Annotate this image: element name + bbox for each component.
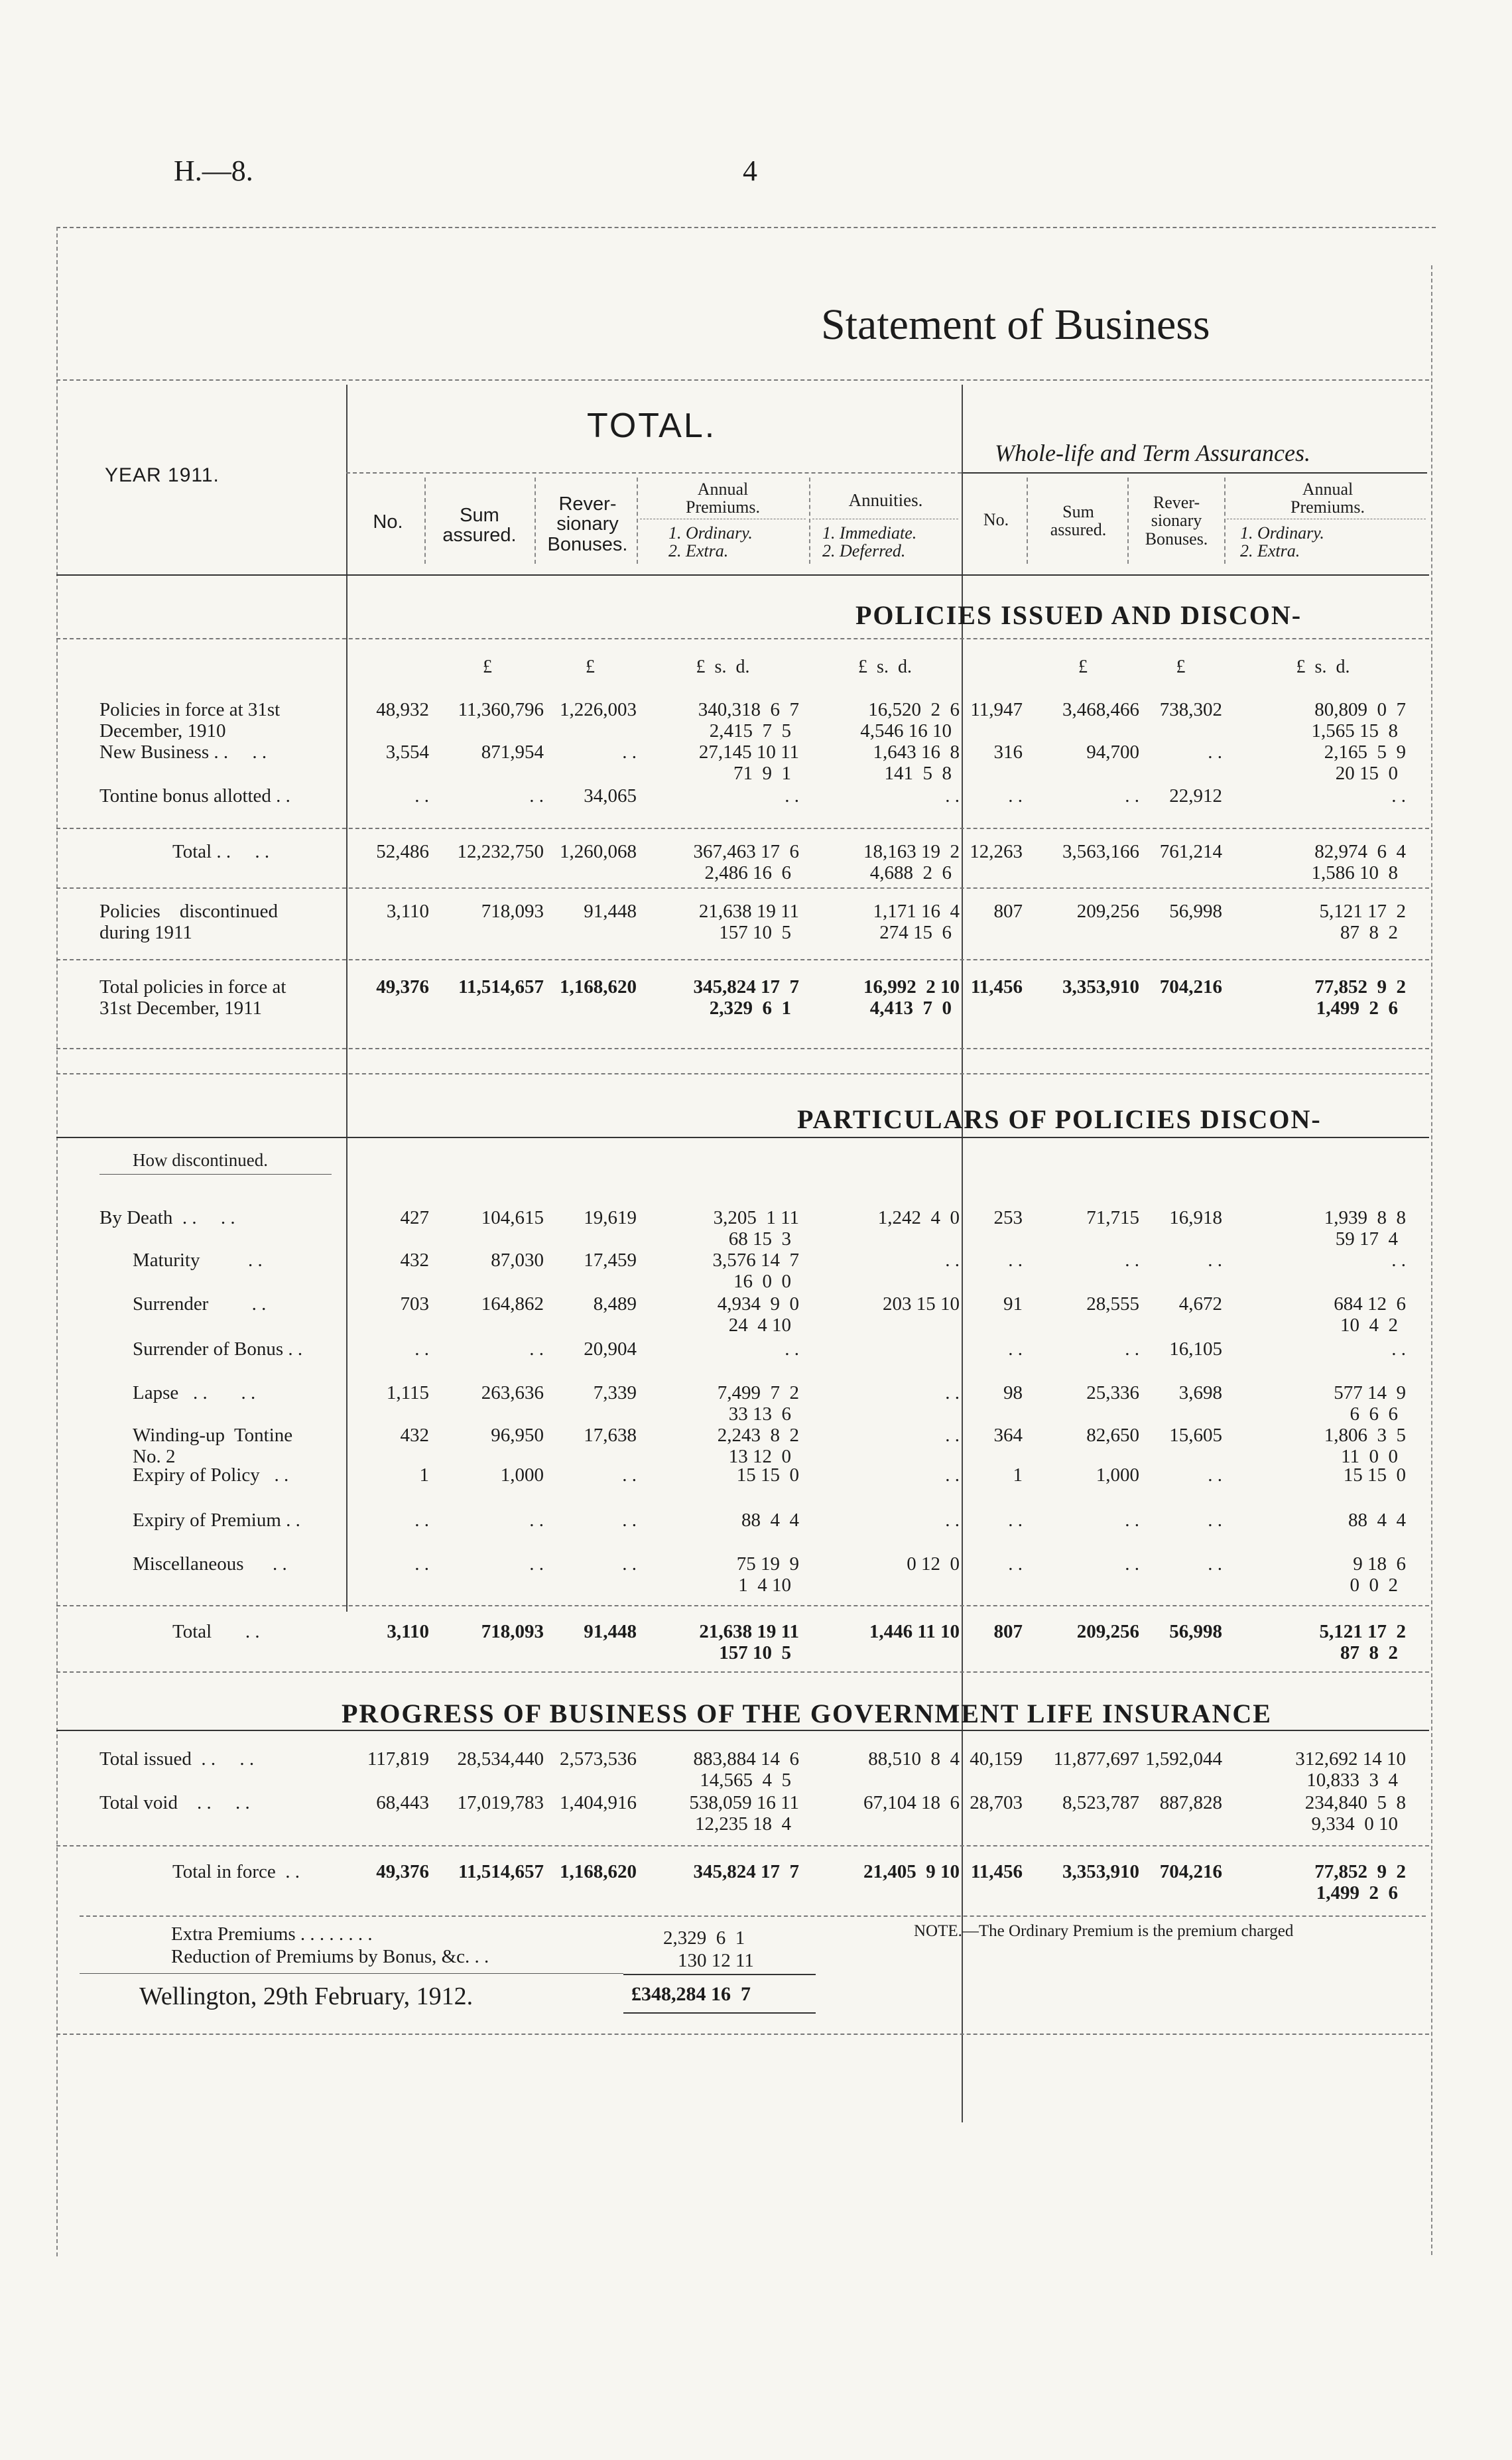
section1-ann-cell: 274 15 6: [879, 922, 952, 943]
section1-label-cell: December, 1910: [99, 720, 226, 742]
section3-prem-cell: 538,059 16 11: [689, 1792, 799, 1813]
section1-no-cell: 3,110: [386, 901, 429, 922]
section1-wl-sum-cell: 3,468,466: [1062, 699, 1139, 720]
section3-wl-rev-cell: 887,828: [1159, 1792, 1222, 1813]
section1-wl-sum-cell: 94,700: [1086, 742, 1139, 763]
section1-unit-label: £: [586, 657, 595, 677]
col-reversionary: Rever- sionary Bonuses.: [547, 493, 628, 555]
section1-sum-cell: 11,360,796: [458, 699, 544, 720]
section2-sum-cell: 718,093: [481, 1621, 544, 1642]
section2-prem-cell: 3,205 1 11: [713, 1207, 799, 1228]
section2-prem-cell: 68 15 3: [728, 1228, 791, 1250]
header-bottom-rule: [56, 574, 1429, 576]
section1-label-cell: Total . . . .: [172, 841, 270, 862]
col-no: No.: [373, 511, 403, 533]
section1-ann-cell: 4,546 16 10: [860, 720, 952, 742]
section2-wl-prem-cell: 0 0 2: [1350, 1575, 1398, 1596]
section1-wl-prem-cell: . .: [1391, 785, 1406, 807]
statement-title: Statement of Business: [821, 300, 1210, 349]
section3-rev-cell: 1,404,916: [560, 1792, 637, 1813]
section1-unit-label: £: [1176, 657, 1186, 677]
section2-wl-no-cell: 807: [993, 1621, 1023, 1642]
section1-rev-cell: 1,226,003: [560, 699, 637, 720]
hdr-div-1: [424, 478, 426, 564]
section2-wl-prem-cell: 1,806 3 5: [1324, 1425, 1406, 1446]
section2-label-cell: Winding-up Tontine: [133, 1425, 293, 1446]
section2-prem-cell: 75 19 9: [736, 1553, 799, 1575]
section1-unit-label: £ s. d.: [1296, 657, 1350, 677]
section2-wl-no-cell: . .: [1008, 1250, 1023, 1271]
section2-wl-rev-cell: 16,918: [1169, 1207, 1222, 1228]
section2-wl-sum-cell: . .: [1125, 1250, 1139, 1271]
section2-wl-no-cell: . .: [1008, 1338, 1023, 1360]
section1-prem-cell: 71 9 1: [733, 763, 791, 784]
section2-wl-prem-cell: 5,121 17 2: [1319, 1621, 1406, 1642]
section2-sum-cell: 96,950: [491, 1425, 544, 1446]
section2-prem-cell: 88 4 4: [741, 1510, 799, 1531]
section2-wl-prem-cell: 11 0 0: [1341, 1446, 1398, 1467]
section1-wl-no-cell: 11,456: [970, 976, 1023, 998]
section2-ann-cell: . .: [945, 1250, 960, 1271]
section1-ann-cell: 4,413 7 0: [869, 998, 952, 1019]
section1-wl-sum-cell: 3,563,166: [1062, 841, 1139, 862]
hdr-div-5: [1027, 478, 1028, 564]
section1-wl-rev-cell: 56,998: [1169, 901, 1222, 922]
section3-label-cell: Total in force . .: [172, 1861, 300, 1882]
section2-ann-cell: . .: [945, 1510, 960, 1531]
section3-prem-cell: 883,884 14 6: [693, 1748, 799, 1770]
section2-wl-prem-cell: 1,939 8 8: [1324, 1207, 1406, 1228]
total-group-rule: [346, 472, 962, 474]
frame-right: [1431, 265, 1432, 2255]
section1-ann-cell: 16,992 2 10: [863, 976, 960, 998]
section1-wl-no-cell: 807: [993, 901, 1023, 922]
section3-ann-cell: 67,104 18 6: [863, 1792, 960, 1813]
section1-wl-prem-cell: 1,499 2 6: [1316, 998, 1398, 1019]
col-annuities-sub: 1. Immediate. 2. Deferred.: [822, 523, 917, 561]
col-annual-sub: 1. Ordinary. 2. Extra.: [668, 523, 753, 561]
section2-rev-cell: 19,619: [584, 1207, 637, 1228]
section1-wl-prem-cell: 87 8 2: [1340, 922, 1398, 943]
section2-wl-no-cell: 98: [1003, 1382, 1023, 1403]
col-annual-premiums: Annual Premiums.: [686, 480, 760, 517]
section3-wl-sum-cell: 8,523,787: [1062, 1792, 1139, 1813]
section3-bottom-rule: [80, 1915, 1426, 1917]
section2-wl-sum-cell: 25,336: [1086, 1382, 1139, 1403]
section1-wl-sum-cell: . .: [1125, 785, 1139, 807]
section1-label-cell: New Business . . . .: [99, 742, 267, 763]
place-date-rule: [80, 1973, 623, 1974]
section1-no-cell: 52,486: [376, 841, 429, 862]
section2-prem-cell: 21,638 19 11: [699, 1621, 799, 1642]
section3-rev-cell: 2,573,536: [560, 1748, 637, 1770]
section2-wl-rev-cell: 15,605: [1169, 1425, 1222, 1446]
section1-wl-prem-cell: 20 15 0: [1335, 763, 1398, 784]
note-text: NOTE.—The Ordinary Premium is the premium charged: [914, 1922, 1294, 1940]
section1-wl-rev-cell: . .: [1208, 742, 1222, 763]
section1-rev-cell: 34,065: [584, 785, 637, 807]
section1-wl-no-cell: 11,947: [970, 699, 1023, 720]
section1-rev-cell: 91,448: [584, 901, 637, 922]
section3-wl-prem-cell: 10,833 3 4: [1306, 1770, 1398, 1791]
hdr-div-2: [535, 478, 536, 564]
frame-top: [56, 227, 1436, 228]
section2-prem-cell: 7,499 7 2: [717, 1382, 799, 1403]
reduction-label: Reduction of Premiums by Bonus, &c. . .: [171, 1946, 489, 1967]
section1-wl-rev-cell: 22,912: [1169, 785, 1222, 807]
col-wl-annual-sub: 1. Ordinary. 2. Extra.: [1240, 523, 1324, 561]
section2-prem-cell: 157 10 5: [719, 1642, 791, 1663]
section1-rev-cell: 1,168,620: [560, 976, 637, 998]
section2-wl-sum-cell: . .: [1125, 1510, 1139, 1531]
section1-wl-sum-cell: 3,353,910: [1062, 976, 1139, 998]
section2-sum-cell: 164,862: [481, 1293, 544, 1315]
section1-no-cell: 49,376: [376, 976, 429, 998]
section2-title: PARTICULARS OF POLICIES DISCON-: [797, 1104, 1322, 1134]
section3-rev-cell: 1,168,620: [560, 1861, 637, 1882]
section1-label-cell: 31st December, 1911: [99, 998, 262, 1019]
total-group-heading: TOTAL.: [587, 407, 717, 445]
section2-wl-sum-cell: 209,256: [1076, 1621, 1139, 1642]
section2-wl-rev-cell: . .: [1208, 1553, 1222, 1575]
section3-wl-prem-cell: 77,852 9 2: [1314, 1861, 1406, 1882]
section2-label-cell: Expiry of Policy . .: [133, 1464, 289, 1486]
section2-label-cell: Expiry of Premium . .: [133, 1510, 300, 1531]
section1-prem-cell: . .: [785, 785, 799, 807]
section1-row-rule: [56, 828, 1429, 829]
section2-ann-cell: 0 12 0: [907, 1553, 960, 1575]
section2-rev-cell: 20,904: [584, 1338, 637, 1360]
section1-wl-prem-cell: 1,565 15 8: [1311, 720, 1398, 742]
section2-no-cell: 1,115: [386, 1382, 429, 1403]
section2-wl-prem-cell: . .: [1391, 1338, 1406, 1360]
section2-ann-cell: . .: [945, 1464, 960, 1486]
section1-row-rule: [56, 959, 1429, 960]
section2-wl-sum-cell: 82,650: [1086, 1425, 1139, 1446]
reduction-value: 130 12 11: [678, 1950, 754, 1971]
section1-prem-cell: 21,638 19 11: [698, 901, 799, 922]
section1-prem-cell: 367,463 17 6: [693, 841, 799, 862]
section3-prem-cell: 345,824 17 7: [693, 1861, 799, 1882]
extra-premiums-value: 2,329 6 1: [663, 1927, 745, 1949]
section2-prem-cell: 3,576 14 7: [712, 1250, 799, 1271]
grand-total-value: £348,284 16 7: [631, 1983, 751, 2005]
section3-no-cell: 117,819: [367, 1748, 429, 1770]
section2-wl-prem-cell: 6 6 6: [1350, 1403, 1398, 1425]
section1-sum-cell: 11,514,657: [458, 976, 544, 998]
hdr-div-6: [1127, 478, 1129, 564]
section1-wl-rev-cell: 738,302: [1159, 699, 1222, 720]
page-bottom-rule: [56, 2034, 1429, 2035]
section1-wl-no-cell: . .: [1008, 785, 1023, 807]
section2-rev-cell: 7,339: [593, 1382, 637, 1403]
section1-ann-cell: 18,163 19 2: [863, 841, 960, 862]
section2-wl-sum-cell: . .: [1125, 1553, 1139, 1575]
section2-wl-sum-cell: 28,555: [1086, 1293, 1139, 1315]
section2-wl-prem-cell: 87 8 2: [1340, 1642, 1398, 1663]
section3-rule: [56, 1730, 1429, 1731]
section3-sum-cell: 28,534,440: [457, 1748, 544, 1770]
section3-wl-no-cell: 28,703: [970, 1792, 1023, 1813]
how-discontinued-label: How discontinued.: [133, 1150, 268, 1170]
col-annuities: Annuities.: [848, 490, 923, 510]
section3-title: PROGRESS OF BUSINESS OF THE GOVERNMENT LIFE INSURANCE: [342, 1699, 1272, 1728]
section2-wl-prem-cell: 15 15 0: [1343, 1464, 1406, 1486]
section2-no-cell: . .: [414, 1553, 429, 1575]
section2-wl-no-cell: 253: [993, 1207, 1023, 1228]
col-sum-assured: Sum assured.: [442, 505, 517, 547]
section1-sum-cell: 12,232,750: [457, 841, 544, 862]
section1-wl-prem-cell: 1,586 10 8: [1311, 862, 1398, 883]
section2-wl-no-cell: . .: [1008, 1553, 1023, 1575]
section2-label-cell: No. 2: [133, 1446, 176, 1467]
section2-prem-cell: 15 15 0: [736, 1464, 799, 1486]
section2-ann-cell: 1,446 11 10: [869, 1621, 960, 1642]
section1-unit-label: £ s. d.: [696, 657, 750, 677]
section1-title: POLICIES ISSUED AND DISCON-: [855, 600, 1302, 630]
page-reference: H.—8.: [174, 155, 253, 187]
section1-wl-rev-cell: 761,214: [1159, 841, 1222, 862]
section2-sum-cell: . .: [529, 1338, 544, 1360]
section1-prem-cell: 157 10 5: [719, 922, 791, 943]
section3-ann-cell: 21,405 9 10: [863, 1861, 960, 1882]
section2-prem-cell: . .: [785, 1338, 799, 1360]
section2-wl-sum-cell: 1,000: [1096, 1464, 1139, 1486]
section3-sum-cell: 11,514,657: [458, 1861, 544, 1882]
col-wl-reversionary: Rever- sionary Bonuses.: [1145, 493, 1208, 549]
section3-wl-prem-cell: 1,499 2 6: [1316, 1882, 1398, 1904]
section2-rev-cell: . .: [622, 1510, 637, 1531]
section2-no-cell: 427: [400, 1207, 429, 1228]
section1-unit-label: £: [1078, 657, 1088, 677]
title-rule: [56, 379, 1429, 381]
section3-no-cell: 49,376: [376, 1861, 429, 1882]
section1-label-cell: during 1911: [99, 922, 192, 943]
section1-prem-cell: 2,486 16 6: [704, 862, 791, 883]
section2-wl-rev-cell: . .: [1208, 1510, 1222, 1531]
section1-wl-prem-cell: 77,852 9 2: [1314, 976, 1406, 998]
section1-no-cell: . .: [414, 785, 429, 807]
section2-sum-cell: . .: [529, 1553, 544, 1575]
col-wl-annual-premiums: Annual Premiums.: [1291, 480, 1365, 517]
section1-ann-cell: . .: [945, 785, 960, 807]
section2-rev-cell: . .: [622, 1553, 637, 1575]
section2-wl-prem-cell: 88 4 4: [1348, 1510, 1406, 1531]
section1-rev-cell: . .: [622, 742, 637, 763]
section2-wl-rev-cell: 3,698: [1178, 1382, 1222, 1403]
wl-group-rule: [963, 472, 1427, 474]
section3-no-cell: 68,443: [376, 1792, 429, 1813]
section2-prem-cell: 13 12 0: [728, 1446, 791, 1467]
section1-sum-cell: 718,093: [481, 901, 544, 922]
year-label: YEAR 1911.: [105, 464, 220, 486]
section2-ann-cell: . .: [945, 1382, 960, 1403]
section1-rev-cell: 1,260,068: [560, 841, 637, 862]
section3-wl-rev-cell: 704,216: [1159, 1861, 1222, 1882]
section2-wl-no-cell: 1: [1013, 1464, 1023, 1486]
section2-wl-prem-cell: 9 18 6: [1353, 1553, 1406, 1575]
section2-rev-cell: 17,459: [584, 1250, 637, 1271]
section2-wl-rev-cell: 4,672: [1178, 1293, 1222, 1315]
section3-wl-sum-cell: 3,353,910: [1062, 1861, 1139, 1882]
section3-prem-cell: 14,565 4 5: [700, 1770, 791, 1791]
place-date: Wellington, 29th February, 1912.: [139, 1982, 473, 2010]
section1-ann-cell: 1,171 16 4: [873, 901, 960, 922]
section2-sum-cell: 263,636: [481, 1382, 544, 1403]
section2-no-cell: . .: [414, 1510, 429, 1531]
section2-ann-cell: 1,242 4 0: [877, 1207, 960, 1228]
section3-wl-no-cell: 40,159: [970, 1748, 1023, 1770]
section2-wl-prem-cell: 684 12 6: [1334, 1293, 1406, 1315]
page-number: 4: [743, 155, 757, 187]
section1-prem-cell: 2,329 6 1: [709, 998, 791, 1019]
section2-wl-rev-cell: 16,105: [1169, 1338, 1222, 1360]
extra-premiums-label: Extra Premiums . . . . . . . .: [171, 1923, 373, 1945]
section1-no-cell: 48,932: [376, 699, 429, 720]
section1-row-rule: [56, 887, 1429, 889]
section1-unit-label: £: [483, 657, 492, 677]
hdr-div-3: [637, 478, 638, 564]
section2-sum-cell: 104,615: [481, 1207, 544, 1228]
section2-no-cell: 432: [400, 1425, 429, 1446]
section1-unit-label: £ s. d.: [858, 657, 912, 677]
section1-sum-cell: . .: [529, 785, 544, 807]
section2-prem-cell: 33 13 6: [728, 1403, 791, 1425]
col-wl-no: No.: [983, 510, 1009, 529]
wholelife-group-heading: Whole-life and Term Assurances.: [995, 440, 1310, 466]
section2-label-cell: Total . .: [172, 1621, 260, 1642]
section2-label-cell: Surrender . .: [133, 1293, 267, 1315]
section3-wl-sum-cell: 11,877,697: [1053, 1748, 1139, 1770]
frame-left: [56, 227, 58, 2256]
section1-wl-no-cell: 316: [993, 742, 1023, 763]
section1-ann-cell: 1,643 16 8: [873, 742, 960, 763]
section3-ann-cell: 88,510 8 4: [868, 1748, 960, 1770]
section1-wl-rev-cell: 704,216: [1159, 976, 1222, 998]
section3-wl-rev-cell: 1,592,044: [1145, 1748, 1222, 1770]
section2-wl-prem-cell: 59 17 4: [1335, 1228, 1398, 1250]
section2-label-cell: Lapse . . . .: [133, 1382, 256, 1403]
section2-rule: [56, 1137, 1429, 1138]
section2-wl-rev-cell: 56,998: [1169, 1621, 1222, 1642]
section3-label-cell: Total void . . . .: [99, 1792, 250, 1813]
section1-rule: [56, 638, 1429, 639]
section2-row-rule: [56, 1671, 1429, 1673]
section2-label-cell: Miscellaneous . .: [133, 1553, 287, 1575]
section3-label-cell: Total issued . . . .: [99, 1748, 255, 1770]
section3-sum-cell: 17,019,783: [457, 1792, 544, 1813]
hdr-div-4: [809, 478, 810, 564]
section1-label-cell: Total policies in force at: [99, 976, 286, 998]
section1-ann-cell: 141 5 8: [884, 763, 952, 784]
section3-wl-prem-cell: 312,692 14 10: [1295, 1748, 1406, 1770]
section1-prem-cell: 345,824 17 7: [693, 976, 799, 998]
section2-sum-cell: . .: [529, 1510, 544, 1531]
section2-sum-cell: 1,000: [500, 1464, 544, 1486]
section1-prem-cell: 2,415 7 5: [709, 720, 791, 742]
section2-prem-cell: 1 4 10: [738, 1575, 791, 1596]
section2-label-cell: By Death . . . .: [99, 1207, 235, 1228]
section2-sum-cell: 87,030: [491, 1250, 544, 1271]
section1-row-rule: [56, 1048, 1429, 1049]
section2-rev-cell: 17,638: [584, 1425, 637, 1446]
section3-wl-prem-cell: 234,840 5 8: [1304, 1792, 1406, 1813]
section3-wl-prem-cell: 9,334 0 10: [1311, 1813, 1398, 1835]
section1-sum-cell: 871,954: [481, 742, 544, 763]
section1-ann-cell: 4,688 2 6: [869, 862, 952, 883]
grand-total-rule-bottom: [623, 2012, 816, 2014]
section2-wl-sum-cell: . .: [1125, 1338, 1139, 1360]
grand-total-rule-top: [623, 1974, 816, 1975]
section1-wl-prem-cell: 80,809 0 7: [1314, 699, 1406, 720]
section2-ann-cell: . .: [945, 1425, 960, 1446]
col-wl-sum-assured: Sum assured.: [1050, 502, 1107, 540]
section2-wl-rev-cell: . .: [1208, 1250, 1222, 1271]
section2-no-cell: . .: [414, 1338, 429, 1360]
section2-prem-cell: 16 0 0: [733, 1271, 791, 1292]
section2-wl-prem-cell: 10 4 2: [1340, 1315, 1398, 1336]
section2-wl-sum-cell: 71,715: [1086, 1207, 1139, 1228]
section2-rev-cell: 8,489: [593, 1293, 637, 1315]
section1-prem-cell: 27,145 10 11: [698, 742, 799, 763]
section2-rev-cell: 91,448: [584, 1621, 637, 1642]
section2-label-cell: Maturity . .: [133, 1250, 263, 1271]
section2-wl-prem-cell: . .: [1391, 1250, 1406, 1271]
section1-wl-prem-cell: 5,121 17 2: [1319, 901, 1406, 922]
section3-row-rule: [56, 1845, 1429, 1846]
section2-wl-no-cell: 364: [993, 1425, 1023, 1446]
section1-prem-cell: 340,318 6 7: [698, 699, 799, 720]
section2-prem-cell: 24 4 10: [728, 1315, 791, 1336]
section2-ann-cell: 203 15 10: [883, 1293, 960, 1315]
section2-wl-no-cell: 91: [1003, 1293, 1023, 1315]
section2-label-cell: Surrender of Bonus . .: [133, 1338, 303, 1360]
section2-no-cell: 3,110: [387, 1621, 429, 1642]
section2-wl-prem-cell: 577 14 9: [1334, 1382, 1406, 1403]
section2-wl-rev-cell: . .: [1208, 1464, 1222, 1486]
section2-no-cell: 432: [400, 1250, 429, 1271]
section1-no-cell: 3,554: [385, 742, 429, 763]
section1-label-cell: Tontine bonus allotted . .: [99, 785, 290, 807]
section1-row-rule: [56, 1073, 1429, 1074]
section1-label-cell: Policies in force at 31st: [99, 699, 281, 720]
section2-no-cell: 1: [419, 1464, 429, 1486]
section1-wl-sum-cell: 209,256: [1076, 901, 1139, 922]
hdr-div-7: [1224, 478, 1226, 564]
section2-no-cell: 703: [400, 1293, 429, 1315]
section1-ann-cell: 16,520 2 6: [868, 699, 960, 720]
section3-prem-cell: 12,235 18 4: [695, 1813, 791, 1835]
section1-label-cell: Policies discontinued: [99, 901, 279, 922]
section2-row-rule: [56, 1605, 1429, 1606]
section1-wl-prem-cell: 2,165 5 9: [1324, 742, 1406, 763]
section2-rev-cell: . .: [622, 1464, 637, 1486]
section1-wl-prem-cell: 82,974 6 4: [1314, 841, 1406, 862]
section3-wl-no-cell: 11,456: [970, 1861, 1023, 1882]
section2-prem-cell: 2,243 8 2: [717, 1425, 799, 1446]
section2-prem-cell: 4,934 9 0: [717, 1293, 799, 1315]
section2-wl-no-cell: . .: [1008, 1510, 1023, 1531]
section1-wl-no-cell: 12,263: [970, 841, 1023, 862]
how-rule: [99, 1174, 332, 1175]
